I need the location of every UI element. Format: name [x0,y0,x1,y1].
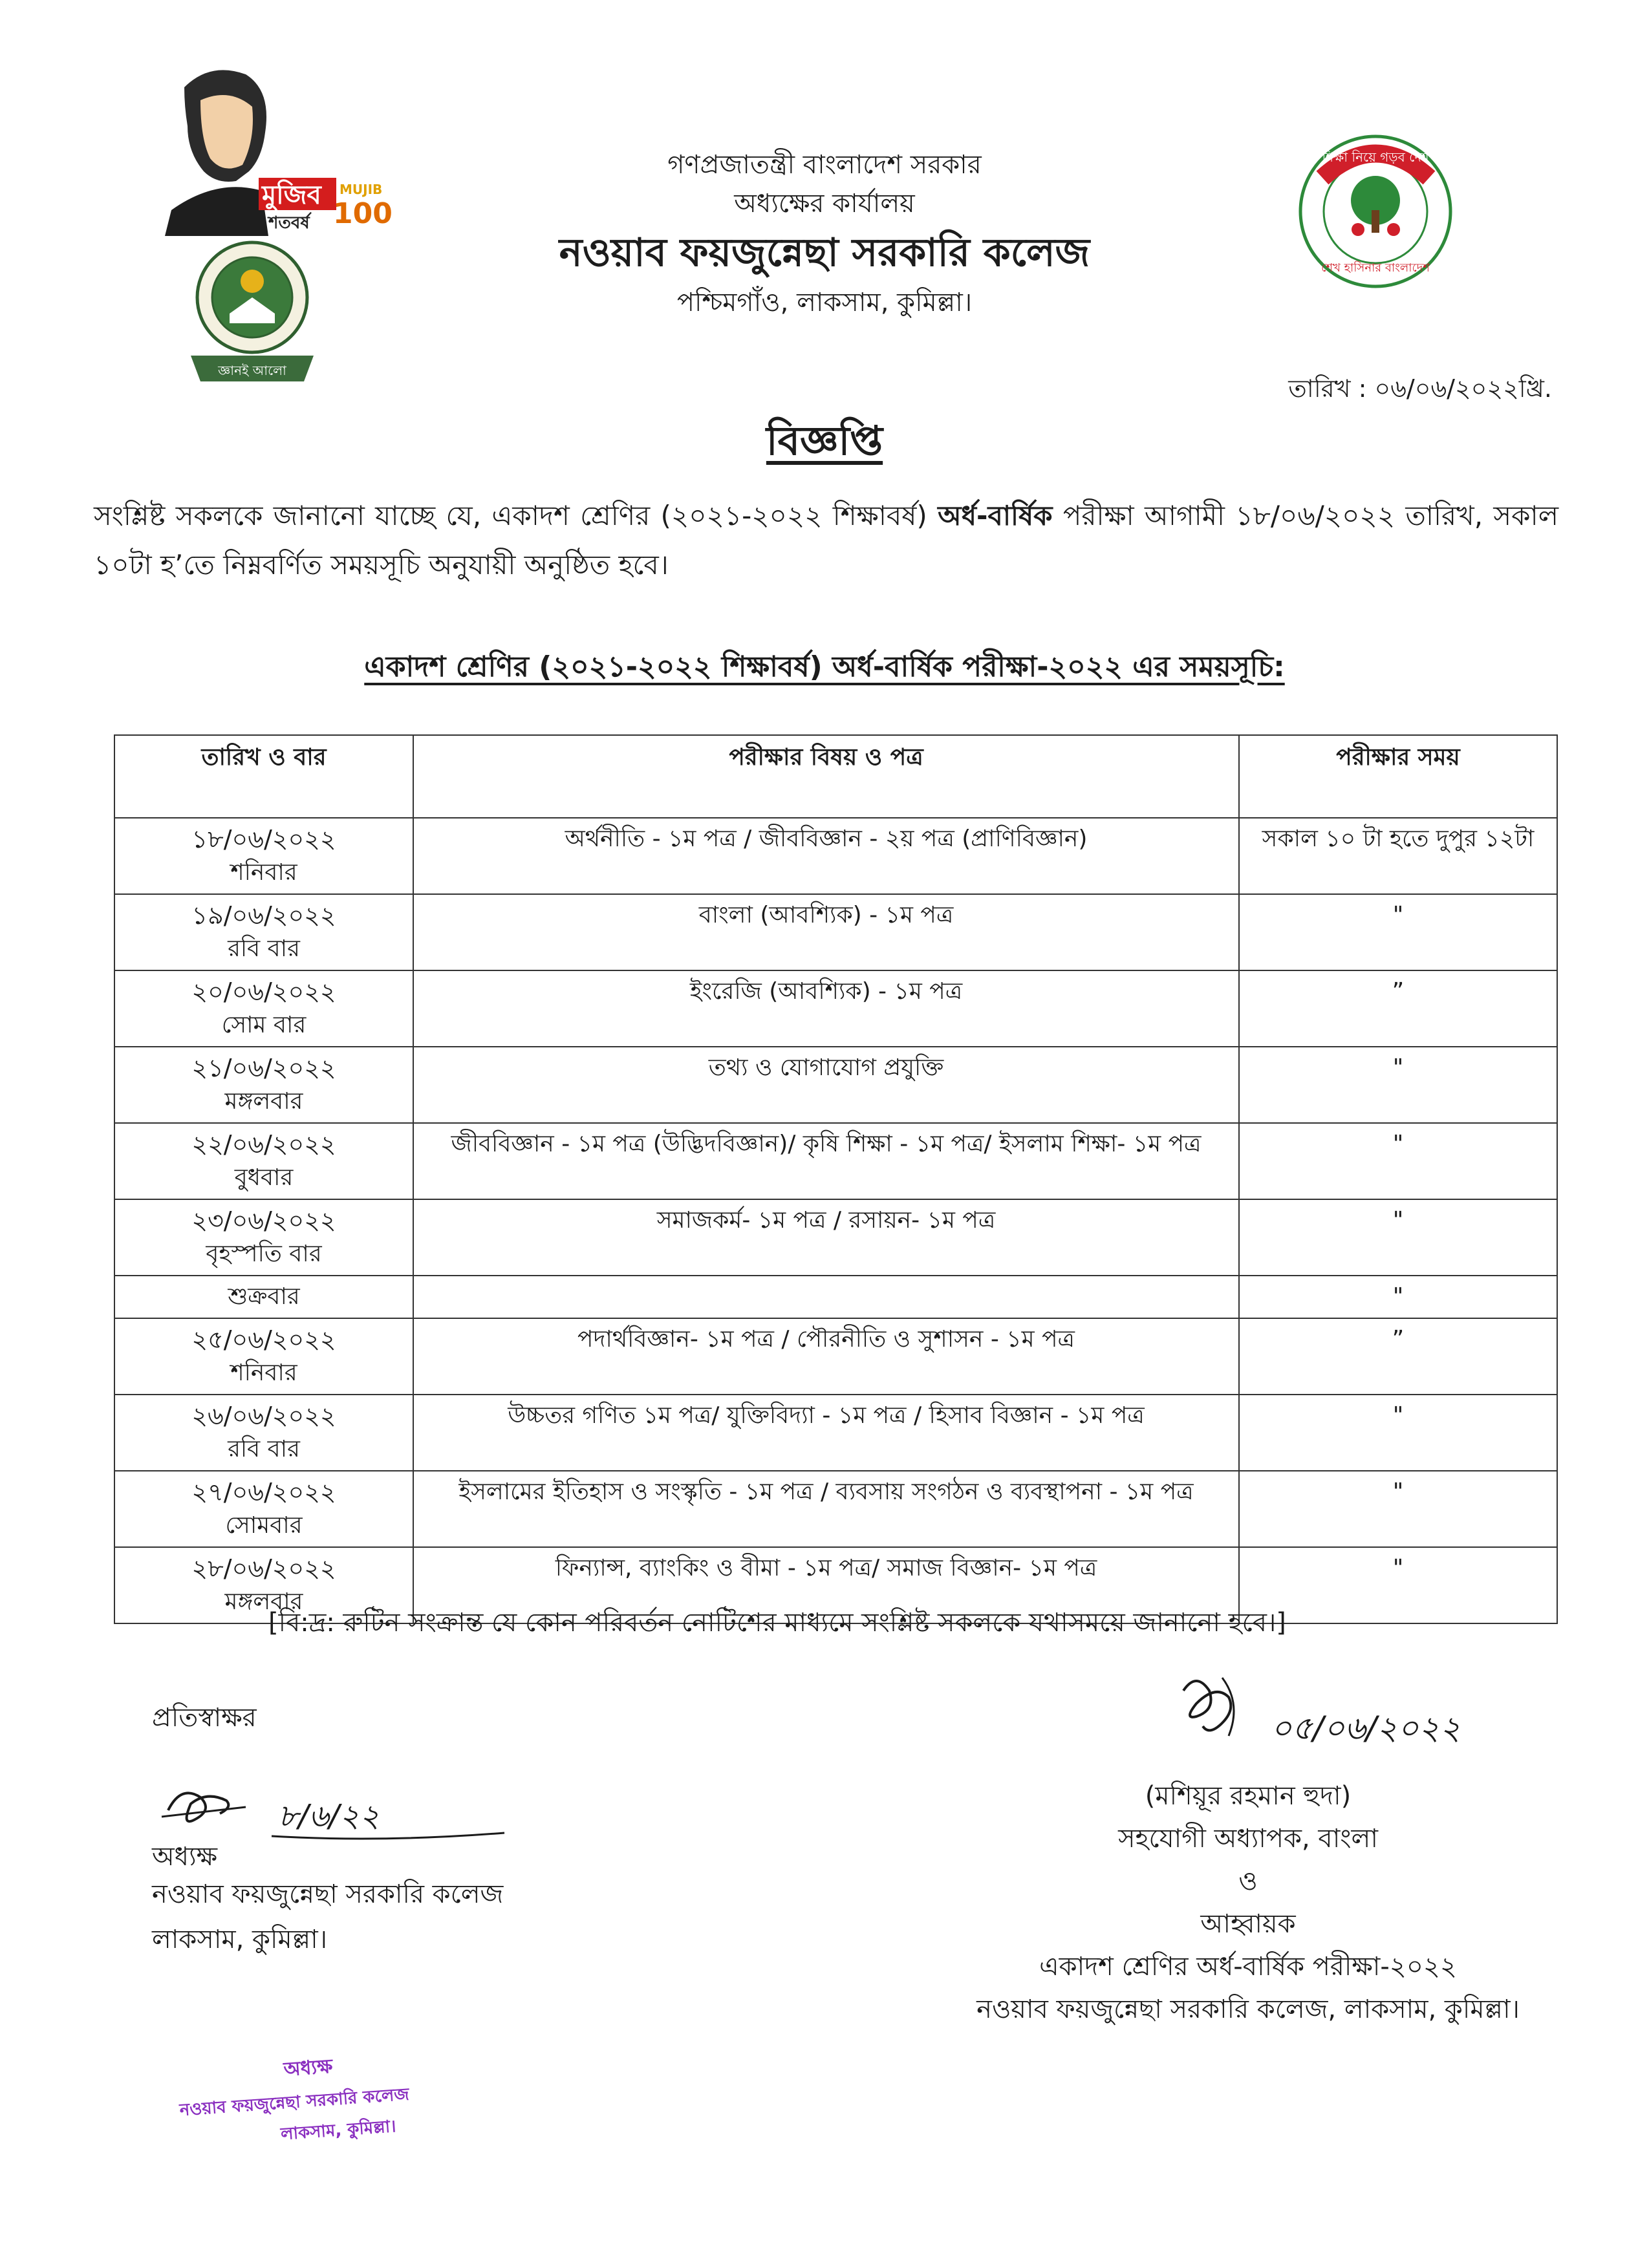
table-row [114,1471,1557,1547]
government-name: গণপ্রজাতন্ত্রী বাংলাদেশ সরকার [667,150,982,180]
table-row [114,818,1557,894]
letterhead [0,145,1649,323]
row-date: ২১/০৬/২০২২ [191,1054,336,1082]
notice-date: তারিখ : ০৬/০৬/২০২২খ্রি. [1288,374,1552,403]
convenor-college: নওয়াব ফয়জুন্নেছা সরকারি কলেজ, লাকসাম, কুমিল্লা। [976,1995,1520,2024]
row-day: বুধবার [234,1164,294,1191]
row-day: সোম বার [221,1012,307,1038]
header-date: তারিখ ও বার [114,735,413,818]
convenor-signature [1158,1665,1520,1768]
principal-title: অধ্যক্ষ [152,1842,218,1872]
table-header-row [114,735,1557,818]
row-subject: ফিন্যান্স, ব্যাংকিং ও বীমা - ১ম পত্র/ সমাজ বিজ্ঞান- ১ম পত্র [413,1547,1239,1623]
row-subject [413,1276,1239,1318]
svg-text:শতবর্ষ: শতবর্ষ [268,213,310,233]
row-subject: বাংলা (আবশ্যিক) - ১ম পত্র [413,894,1239,970]
exam-schedule-table [114,734,1558,1624]
row-subject: জীববিজ্ঞান - ১ম পত্র (উদ্ভিদবিজ্ঞান)/ কৃষি শিক্ষা - ১ম পত্র/ ইসলাম শিক্ষা- ১ম পত্র [413,1123,1239,1199]
row-date: ২২/০৬/২০২২ [191,1130,336,1159]
convenor-and: ও [1238,1867,1258,1896]
row-subject: অর্থনীতি - ১ম পত্র / জীববিজ্ঞান - ২য় পত্র (প্রাণিবিজ্ঞান) [413,818,1239,894]
footnote: [বি:দ্র: রুটিন সংক্রান্ত যে কোন পরিবর্তন নোটিশের মাধ্যমে সংশ্লিষ্ট সকলকে যথাসময়ে জানানো হবে।] [268,1608,1286,1638]
row-time: " [1239,1276,1557,1318]
convenor-committee: একাদশ শ্রেণির অর্ধ-বার্ষিক পরীক্ষা-২০২২ [1039,1952,1457,1982]
row-subject: ইসলামের ইতিহাস ও সংস্কৃতি - ১ম পত্র / ব্যবসায় সংগঠন ও ব্যবস্থাপনা - ১ম পত্র [413,1471,1239,1547]
table-row [114,894,1557,970]
svg-text:শেখ হাসিনার বাংলাদেশ: শেখ হাসিনার বাংলাদেশ [1321,261,1430,275]
row-day: বৃহস্পতি বার [206,1241,322,1267]
header-time: পরীক্ষার সময় [1239,735,1557,818]
row-time: ” [1239,970,1557,1047]
table-row [114,1276,1557,1318]
svg-text:শিক্ষা নিয়ে গড়ব দেশ: শিক্ষা নিয়ে গড়ব দেশ [1322,149,1429,165]
row-date: ২০/০৬/২০২২ [191,978,336,1006]
svg-text:MUJIB: MUJIB [339,182,383,197]
row-subject: উচ্চতর গণিত ১ম পত্র/ যুক্তিবিদ্যা - ১ম পত্র / হিসাব বিজ্ঞান - ১ম পত্র [413,1395,1239,1471]
svg-text:100: 100 [333,197,393,230]
table-row [114,1123,1557,1199]
table-row [114,970,1557,1047]
row-day: রবি বার [228,1436,300,1462]
mujib-text: মুজিব [262,180,321,210]
table-row [114,1199,1557,1276]
convenor-block [892,1775,1604,2031]
row-time: ” [1239,1318,1557,1395]
row-time: " [1239,1123,1557,1199]
row-subject: তথ্য ও যোগাযোগ প্রযুক্তি [413,1047,1239,1123]
row-date: ২৩/০৬/২০২২ [191,1206,336,1235]
row-subject: ইংরেজি (আবশ্যিক) - ১ম পত্র [413,970,1239,1047]
schedule-heading: একাদশ শ্রেণির (২০২১-২০২২ শিক্ষাবর্ষ) অর্ধ-বার্ষিক পরীক্ষা-২০২২ এর সময়সূচি: [364,650,1285,683]
row-date: ১৮/০৬/২০২২ [191,825,336,853]
convenor-designation: সহযোগী অধ্যাপক, বাংলা [1118,1824,1378,1854]
college-name: নওয়াব ফয়জুন্নেছা সরকারি কলেজ [559,230,1090,275]
row-day: শুক্রবার [228,1283,300,1310]
office-name: অধ্যক্ষের কার্যালয় [734,189,915,219]
table-row [114,1318,1557,1395]
svg-text:লাকসাম, কুমিল্লা।: লাকসাম, কুমিল্লা। [280,2117,397,2145]
row-day: শনিবার [230,1360,297,1386]
row-subject: পদার্থবিজ্ঞান- ১ম পত্র / পৌরনীতি ও সুশাসন - ১ম পত্র [413,1318,1239,1395]
svg-text:নওয়াব ফয়জুন্নেছা সরকারি কলেজ: নওয়াব ফয়জুন্নেছা সরকারি কলেজ [178,2084,410,2121]
row-date: ২৭/০৬/২০২২ [191,1478,336,1506]
row-day: শনিবার [230,859,297,886]
row-date: ২৬/০৬/২০২২ [191,1402,336,1430]
college-address: পশ্চিমগাঁও, লাকসাম, কুমিল্লা। [676,288,973,317]
row-date: ২৫/০৬/২০২২ [191,1325,336,1354]
row-time: " [1239,1199,1557,1276]
table-row [114,1395,1557,1471]
countersign-label: প্রতিস্বাক্ষর [152,1703,257,1733]
row-date: ২৮/০৬/২০২২ [191,1554,336,1583]
convenor-name: (মশিয়ূর রহমান হুদা) [1145,1781,1352,1811]
table-row [114,1047,1557,1123]
header-subject: পরীক্ষার বিষয় ও পত্র [413,735,1239,818]
row-time: সকাল ১০ টা হতে দুপুর ১২টা [1239,818,1557,894]
svg-text:অধ্যক্ষ: অধ্যক্ষ [283,2055,334,2081]
row-time: " [1239,1471,1557,1547]
row-day: মঙ্গলবার [224,1589,303,1615]
svg-text:জ্ঞানই আলো: জ্ঞানই আলো [218,363,286,378]
principal-college: নওয়াব ফয়জুন্নেছা সরকারি কলেজ লাকসাম, কুমিল্লা। [152,1879,504,1954]
convenor-role: আহ্বায়ক [1200,1909,1296,1939]
row-subject: সমাজকর্ম- ১ম পত্র / রসায়ন- ১ম পত্র [413,1199,1239,1276]
row-day: সোমবার [225,1512,303,1539]
row-time: " [1239,1547,1557,1623]
row-day: রবি বার [228,936,300,962]
row-time: " [1239,1395,1557,1471]
principal-seal-stamp [142,2049,446,2153]
row-day: মঙ্গলবার [224,1088,303,1115]
convenor-signature-date: ০৫/০৬/২০২২ [1271,1709,1461,1747]
notice-title: বিজ্ঞপ্তি [766,417,883,464]
row-time: " [1239,894,1557,970]
row-time: " [1239,1047,1557,1123]
principal-signature-date: ৮/৬/২২ [278,1798,380,1834]
intro-paragraph: সংশ্লিষ্ট সকলকে জানানো যাচ্ছে যে, একাদশ শ্রেণির (২০২১-২০২২ শিক্ষাবর্ষ) অর্ধ-বার্ষিক পরীক্ষা আগামী ১৮/০৬/২০২২ তারিখ, সকাল ১০টা হ’তে নিম্নবর্ণিত সময়সূচি অনুযায়ী অনুষ্ঠিত হবে। [94,500,1559,581]
row-date: ১৯/০৬/২০২২ [191,901,336,930]
